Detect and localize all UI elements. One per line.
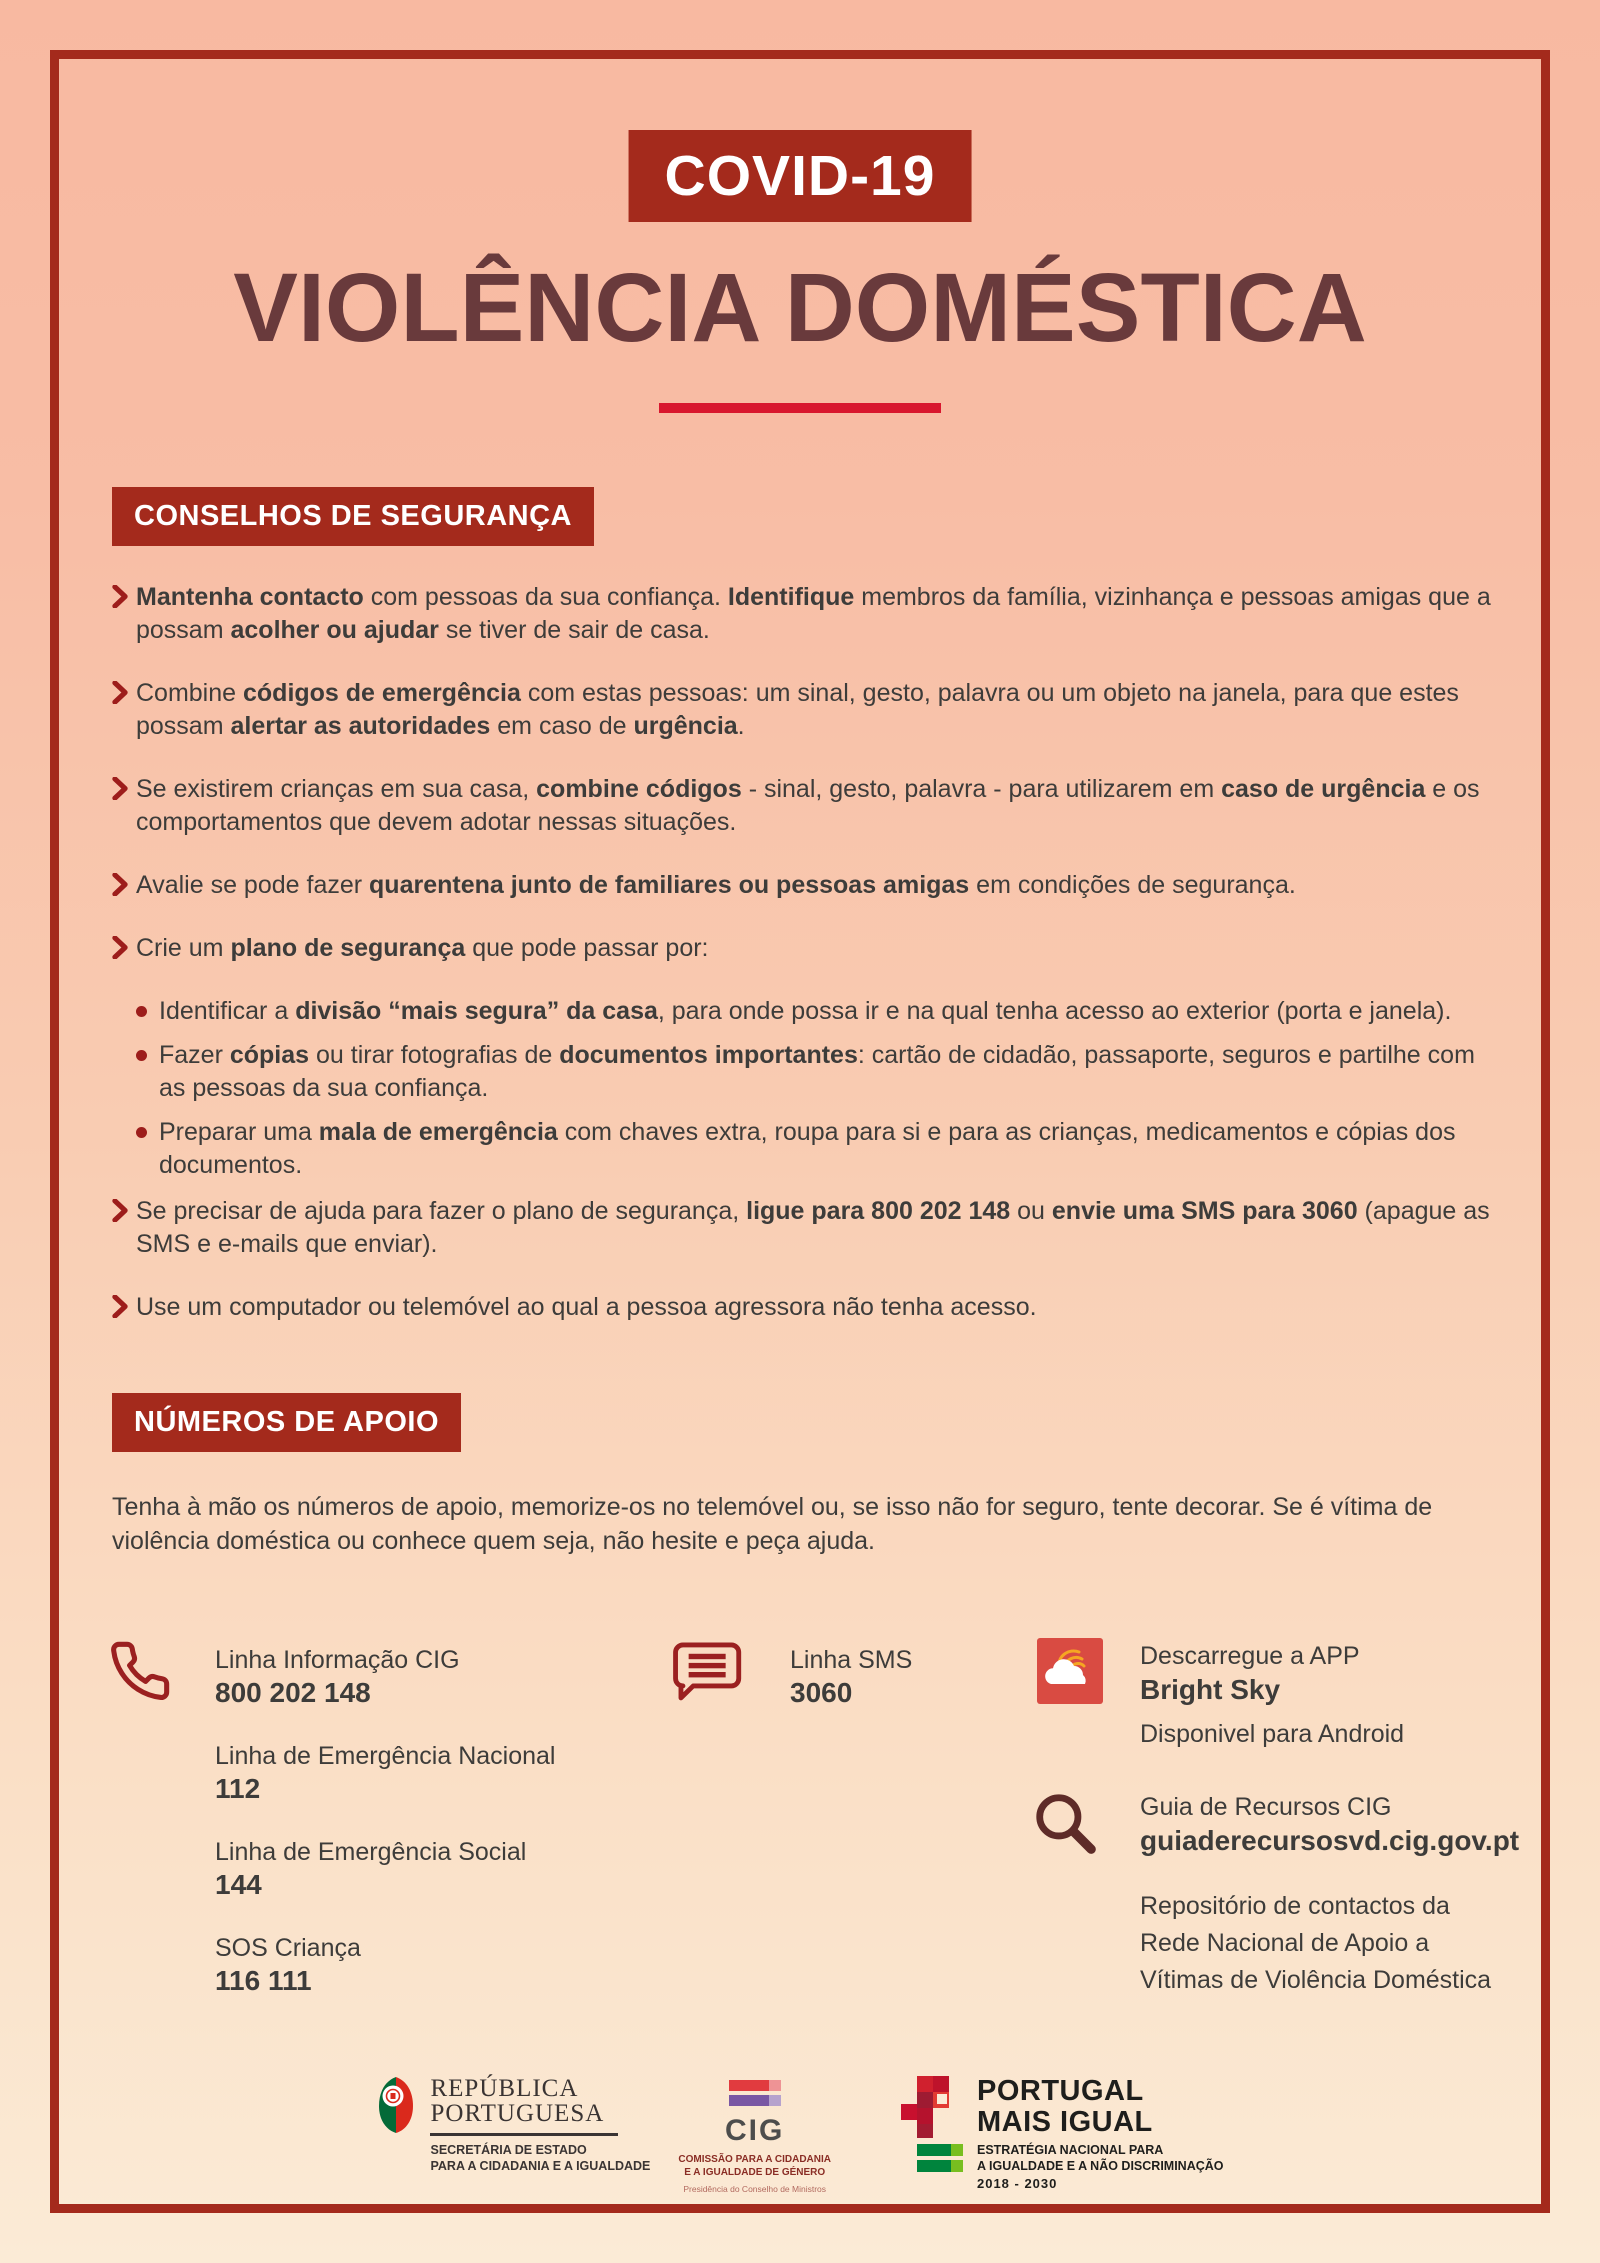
guide-url: guiaderecursosvd.cig.gov.pt — [1140, 1825, 1520, 1856]
chevron-icon — [112, 585, 136, 647]
phone-line-number: 144 — [215, 1869, 262, 1900]
bullet-text: Crie um plano de segurança que pode passar por: — [136, 934, 709, 962]
pmi-pixel-p-icon — [901, 2076, 963, 2177]
chevron-icon — [112, 777, 136, 839]
phone-line-number: 112 — [215, 1773, 261, 1804]
dot-bullet-icon — [136, 1050, 147, 1061]
safety-bullet — [112, 677, 1494, 743]
bullet-text: Combine códigos de emergência com estas pessoas: um sinal, gesto, palavra ou um objeto na janela, para que estes possam alertar as autoridades em caso de urgência. — [136, 679, 1459, 740]
phone-line-entry — [215, 1836, 526, 1902]
cig-sub2: E A IGUALDADE DE GÉNERO — [684, 2166, 826, 2178]
guide-label: Guia de Recursos CIG — [1140, 1793, 1392, 1821]
bullet-text: Avalie se pode fazer quarentena junto de familiares ou pessoas amigas em condições de segurança. — [136, 871, 1296, 899]
safety-bullet — [112, 581, 1494, 647]
portugal-mais-igual-logo — [901, 2076, 1224, 2191]
title-divider — [659, 403, 941, 413]
safety-bullet — [112, 1195, 1494, 1261]
safety-bullet — [112, 869, 1494, 902]
page-title: VIOLÊNCIA DOMÉSTICA — [233, 253, 1367, 362]
republica-name-line2: PORTUGUESA — [430, 2100, 605, 2127]
plan-item — [136, 1116, 1494, 1182]
bullet-text: Use um computador ou telemóvel ao qual a pessoa agressora não tenha acesso. — [136, 1293, 1037, 1321]
plan-item — [136, 1039, 1494, 1105]
pmi-sub1: ESTRATÉGIA NACIONAL PARA — [976, 2143, 1164, 2157]
phone-line-entry — [215, 1644, 460, 1710]
republica-sub1: SECRETÁRIA DE ESTADO — [430, 2143, 587, 2157]
pmi-name-line1: PORTUGAL — [976, 2075, 1144, 2107]
republica-name-line1: REPÚBLICA — [430, 2075, 579, 2102]
sms-line-entry — [790, 1644, 912, 1710]
phone-line-number: 116 111 — [215, 1965, 312, 1996]
cig-sub3: Presidência do Conselho de Ministros — [683, 2184, 827, 2194]
plan-item — [136, 995, 1494, 1028]
section-heading-support: NÚMEROS DE APOIO — [112, 1393, 461, 1452]
cig-sub1: COMISSÃO PARA A CIDADANIA — [678, 2154, 831, 2165]
footer-logos — [0, 2076, 1600, 2194]
safety-plan-list — [136, 995, 1494, 1182]
chevron-icon — [112, 1295, 136, 1324]
repository-line: Repositório de contactos da — [1140, 1892, 1450, 1920]
chevron-icon — [112, 681, 136, 743]
cig-acronym: CIG — [725, 2114, 785, 2147]
app-availability: Disponivel para Android — [1140, 1720, 1405, 1748]
republica-emblem-icon — [376, 2076, 416, 2139]
cig-red-bar — [729, 2080, 781, 2091]
safety-bullet — [112, 773, 1494, 839]
bullet-text: Se existirem crianças em sua casa, combine códigos - sinal, gesto, palavra - para utilizarem em caso de urgência e os comportamentos que devem adotar nessas situações. — [136, 775, 1480, 836]
republica-sub2: PARA A CIDADANIA E A IGUALDADE — [430, 2159, 651, 2173]
cig-logo — [678, 2080, 831, 2194]
phone-line-label: SOS Criança — [215, 1934, 361, 1962]
republica-portuguesa-logo — [376, 2076, 650, 2174]
pmi-name-line2: MAIS IGUAL — [976, 2106, 1153, 2138]
bright-sky-app-icon — [1037, 1638, 1103, 1709]
section-heading-safety: CONSELHOS DE SEGURANÇA — [112, 487, 594, 546]
contacts-block — [105, 1630, 1525, 2050]
repository-line: Vítimas de Violência Doméstica — [1140, 1966, 1492, 1994]
phone-line-label: Linha Informação CIG — [215, 1646, 460, 1674]
cig-purple-bar — [729, 2095, 781, 2106]
plan-item-text: Preparar uma mala de emergência com chaves extra, roupa para si e para as crianças, medicamentos e cópias dos documentos. — [159, 1118, 1456, 1179]
covid-badge: COVID-19 — [629, 130, 972, 222]
chevron-icon — [112, 936, 136, 965]
republica-text — [430, 2076, 650, 2174]
phone-line-number: 800 202 148 — [215, 1677, 371, 1708]
pmi-sub2: A IGUALDADE E A NÃO DISCRIMINAÇÃO — [976, 2159, 1224, 2173]
app-name: Bright Sky — [1140, 1674, 1281, 1705]
dot-bullet-icon — [136, 1127, 147, 1138]
dot-bullet-icon — [136, 1006, 147, 1017]
repository-note — [1140, 1888, 1491, 1999]
sms-line-number: 3060 — [790, 1677, 853, 1708]
chevron-icon — [112, 873, 136, 902]
pmi-years: 2018 - 2030 — [976, 2176, 1058, 2191]
repository-line: Rede Nacional de Apoio a — [1140, 1929, 1430, 1957]
search-icon — [1028, 1786, 1102, 1865]
bullet-text: Mantenha contacto com pessoas da sua confiança. Identifique membros da família, vizinhança e pessoas amigas que a possam acolher ou ajudar se tiver de sair de casa. — [136, 583, 1491, 644]
chevron-icon — [112, 1199, 136, 1261]
safety-bullet — [112, 1291, 1494, 1324]
sms-line-label: Linha SMS — [790, 1646, 913, 1674]
plan-item-text: Identificar a divisão “mais segura” da casa, para onde possa ir e na qual tenha acesso ao exterior (porta e janela). — [159, 997, 1452, 1025]
safety-bullet — [112, 932, 1494, 965]
republica-rule — [430, 2133, 618, 2136]
safety-bullet-list — [112, 581, 1494, 1354]
phone-icon — [108, 1638, 172, 1709]
plan-item-text: Fazer cópias ou tirar fotografias de documentos importantes: cartão de cidadão, passaporte, seguros e partilhe com as pessoas da sua confiança. — [159, 1041, 1475, 1102]
phone-line-entry — [215, 1740, 556, 1806]
support-intro-text: Tenha à mão os números de apoio, memorize-os no telemóvel ou, se isso não for seguro, tente decorar. Se é vítima de violência doméstica ou conhece quem seja, não hesite e peça ajuda. — [112, 1493, 1433, 1555]
app-entry — [1140, 1640, 1404, 1750]
phone-line-label: Linha de Emergência Social — [215, 1838, 527, 1866]
phone-line-label: Linha de Emergência Nacional — [215, 1742, 556, 1770]
bullet-text: Se precisar de ajuda para fazer o plano de segurança, ligue para 800 202 148 ou envie uma SMS para 3060 (apague as SMS e e-mails que enviar). — [136, 1197, 1490, 1258]
pmi-text — [977, 2076, 1224, 2191]
phone-line-entry — [215, 1932, 361, 1998]
app-line1: Descarregue a APP — [1140, 1642, 1360, 1670]
guide-entry — [1140, 1791, 1519, 1859]
sms-icon — [671, 1640, 745, 1709]
